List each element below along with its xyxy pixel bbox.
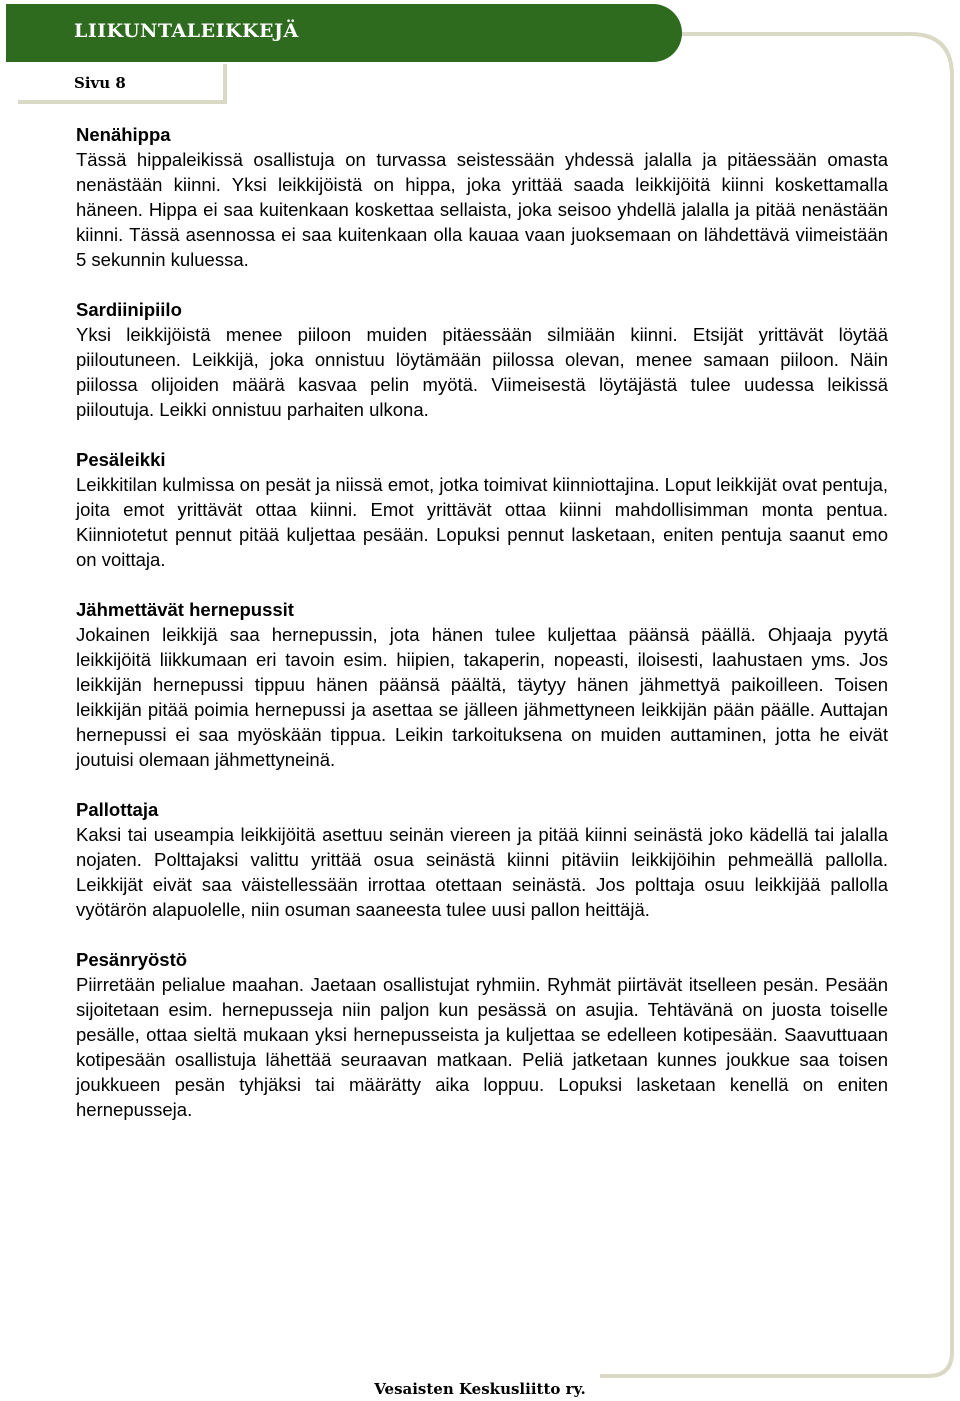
section-pallottaja xyxy=(76,797,888,922)
section-heading: Sardiinipiilo xyxy=(76,299,182,320)
section-nenahippa xyxy=(76,122,888,272)
section-paragraph: Piirretään pelialue maahan. Jaetaan osallistujat ryhmiin. Ryhmät piirtävät itselleen pesän. Pesään sijoitetaan esim. hernepusseja niin paljon kun pesässä on asujia. Tehtävänä on juosta toiselle pesälle, ottaa sieltä mukaan yksi hernepusseista ja kuljettaa se edelleen kotipesään. Saavuttuaan kotipesään osallistuja lähettää seuraavan matkaan. Peliä jatketaan kunnes joukkue saa toisen joukkueen pesän tyhjäksi tai määrätty aika loppuu. Lopuksi lasketaan kenellä on eniten hernepusseja. xyxy=(76,974,888,1120)
section-paragraph: Leikkitilan kulmissa on pesät ja niissä emot, jotka toimivat kiinniottajina. Loput leikkijät ovat pentuja, joita emot yrittävät ottaa kiinni. Emot yrittävät ottaa kiinni mahdollisimman monta pentua. Kiinniotetut pennut pitää kuljettaa pesään. Lopuksi pennut lasketaan, eniten pentuja saanut emo on voittaja. xyxy=(76,474,888,570)
section-pesanryosto xyxy=(76,947,888,1122)
section-sardiinipiilo xyxy=(76,297,888,422)
page-footer: Vesaisten Keskusliitto ry. xyxy=(374,1380,586,1398)
section-jahmettavat-hernepussit xyxy=(76,597,888,772)
section-heading: Nenähippa xyxy=(76,124,171,145)
section-paragraph: Tässä hippaleikissä osallistuja on turvassa seistessään yhdessä jalalla ja pitäessään omasta nenästään kiinni. Yksi leikkijöistä on hippa, joka yrittää saada leikkijöitä kiinni koskettamalla häneen. Hippa ei saa kuitenkaan koskettaa sellaista, joka seisoo yhdellä jalalla ja pitää nenästään kiinni. Tässä asennossa ei saa kuitenkaan olla kauaa vaan juoksemaan on lähdettävä viimeistään 5 sekunnin kuluessa. xyxy=(76,149,888,270)
section-paragraph: Kaksi tai useampia leikkijöitä asettuu seinän viereen ja pitää kiinni seinästä joko kädellä tai jalalla nojaten. Polttajaksi valittu yrittää osua seinästä kiinni pitäviin leikkijöihin pehmeällä pallolla. Leikkijät eivät saa väistellessään irrottaa otettaan seinästä. Jos polttaja osuu leikkijää pallolla vyötärön alapuolelle, niin osuman saaneesta tulee uusi pallon heittäjä. xyxy=(76,824,888,920)
section-heading: Jähmettävät hernepussit xyxy=(76,599,294,620)
page-number: Sivu 8 xyxy=(74,74,126,92)
section-heading: Pallottaja xyxy=(76,799,159,820)
document-body xyxy=(76,122,888,1147)
section-pesaleikki xyxy=(76,447,888,572)
document-title: LIIKUNTALEIKKEJÄ xyxy=(74,20,299,42)
section-heading: Pesäleikki xyxy=(76,449,166,470)
section-heading: Pesänryöstö xyxy=(76,949,188,970)
section-paragraph: Jokainen leikkijä saa hernepussin, jota hänen tulee kuljettaa päänsä päällä. Ohjaaja pyytä leikkijöitä liikkumaan eri tavoin esim. hiipien, takaperin, nopeasti, iloisesti, laahustaen yms. Jos leikkijän hernepussi tippuu hänen päänsä päältä, täytyy hänen jähmettyä paikoilleen. Toisen leikkijän pitää poimia hernepussi ja asettaa se jälleen jähmettyneen leikkijän pään päälle. Auttajan hernepussi ei saa myöskään tippua. Leikin tarkoituksena on muiden auttaminen, jotta he eivät joutuisi olemaan jähmettyneinä. xyxy=(76,624,888,770)
section-paragraph: Yksi leikkijöistä menee piiloon muiden pitäessään silmiään kiinni. Etsijät yrittävät löytää piiloutuneen. Leikkijä, joka onnistuu löytämään piilossa olevan, menee samaan piiloon. Näin piilossa olijoiden määrä kasvaa pelin myötä. Viimeisestä löytäjästä tulee uudessa leikissä piiloutuja. Leikki onnistuu parhaiten ulkona. xyxy=(76,324,888,420)
